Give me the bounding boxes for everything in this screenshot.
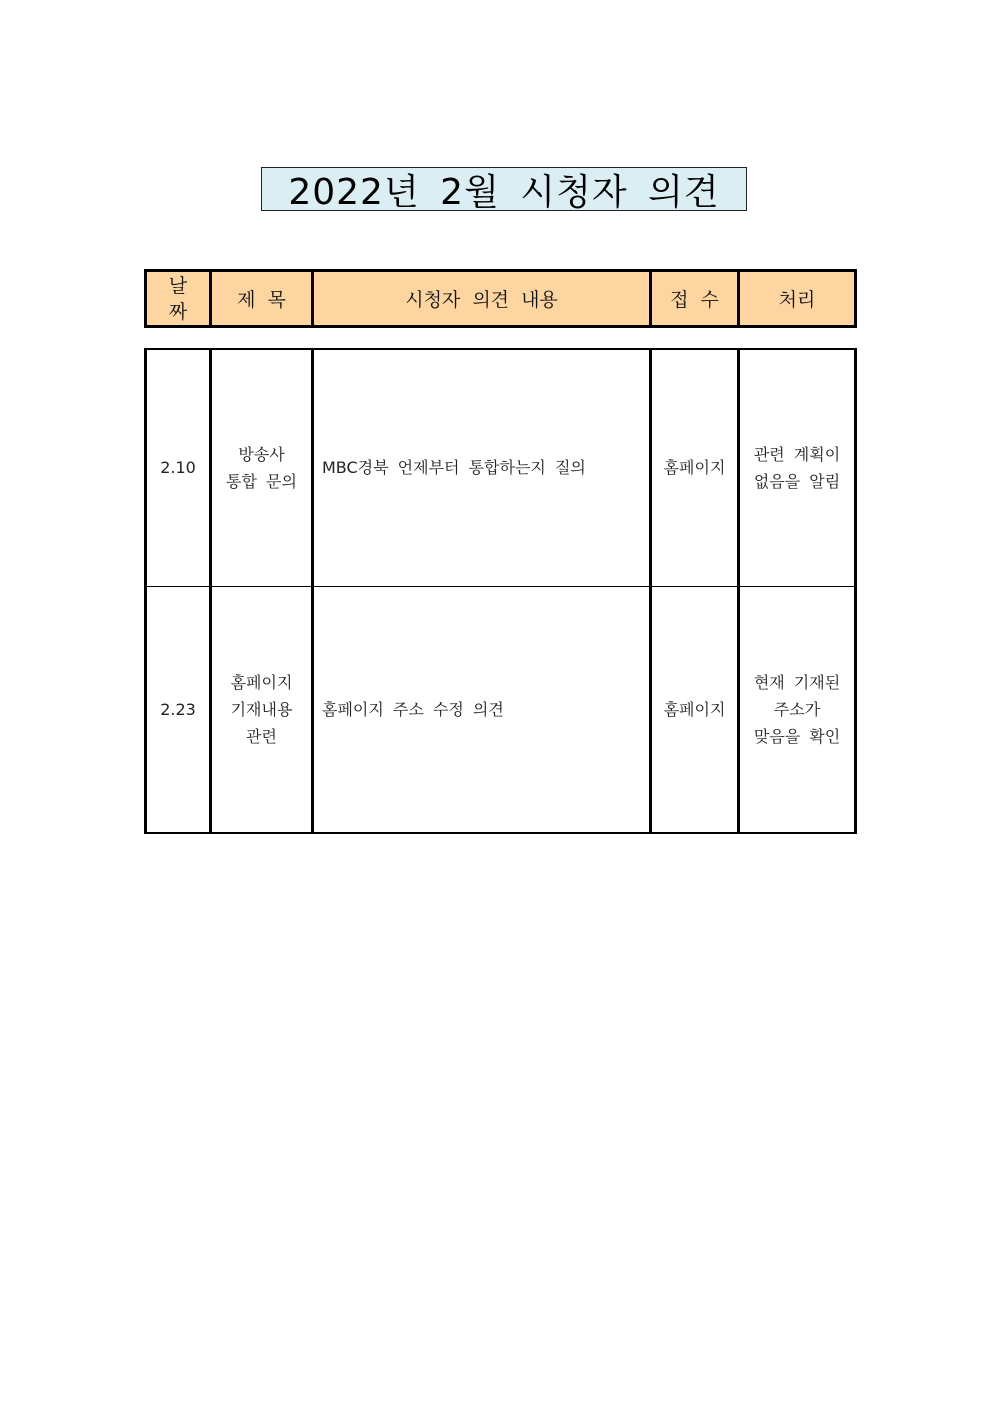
row-subject-line: 방송사 (238, 444, 285, 464)
row-reception: 홈페이지 (651, 349, 739, 586)
row-subject-line: 관련 (246, 726, 277, 746)
header-handling: 처리 (739, 271, 856, 327)
row-subject-line: 홈페이지 (230, 672, 293, 692)
row-content: MBC경북 언제부터 통합하는지 질의 (313, 349, 651, 586)
row-handling-line: 관련 계획이 (753, 444, 841, 464)
header-reception: 접 수 (651, 271, 739, 327)
table-row (146, 349, 856, 586)
row-date: 2.23 (146, 586, 211, 833)
row-subject-line: 통합 문의 (226, 471, 297, 491)
row-handling (739, 349, 856, 586)
page-title: 2022년 2월 시청자 의견 (261, 167, 747, 211)
header-date-line2: 짜 (168, 300, 188, 323)
table-header (144, 269, 857, 328)
opinion-table (144, 348, 857, 834)
row-content: 홈페이지 주소 수정 의견 (313, 586, 651, 833)
header-subject: 제 목 (211, 271, 313, 327)
row-date: 2.10 (146, 349, 211, 586)
header-content: 시청자 의견 내용 (313, 271, 651, 327)
row-subject (211, 349, 313, 586)
table-row (146, 586, 856, 833)
row-handling-line: 주소가 (773, 699, 821, 719)
row-subject-line: 기재내용 (230, 699, 293, 719)
row-handling-line: 맞음을 확인 (753, 726, 841, 746)
row-handling-line: 없음을 알림 (753, 471, 841, 491)
row-subject (211, 586, 313, 833)
row-handling (739, 586, 856, 833)
header-date (146, 271, 211, 327)
row-reception: 홈페이지 (651, 586, 739, 833)
header-date-line1: 날 (168, 274, 188, 297)
row-handling-line: 현재 기재된 (753, 672, 841, 692)
header-row (146, 271, 856, 327)
